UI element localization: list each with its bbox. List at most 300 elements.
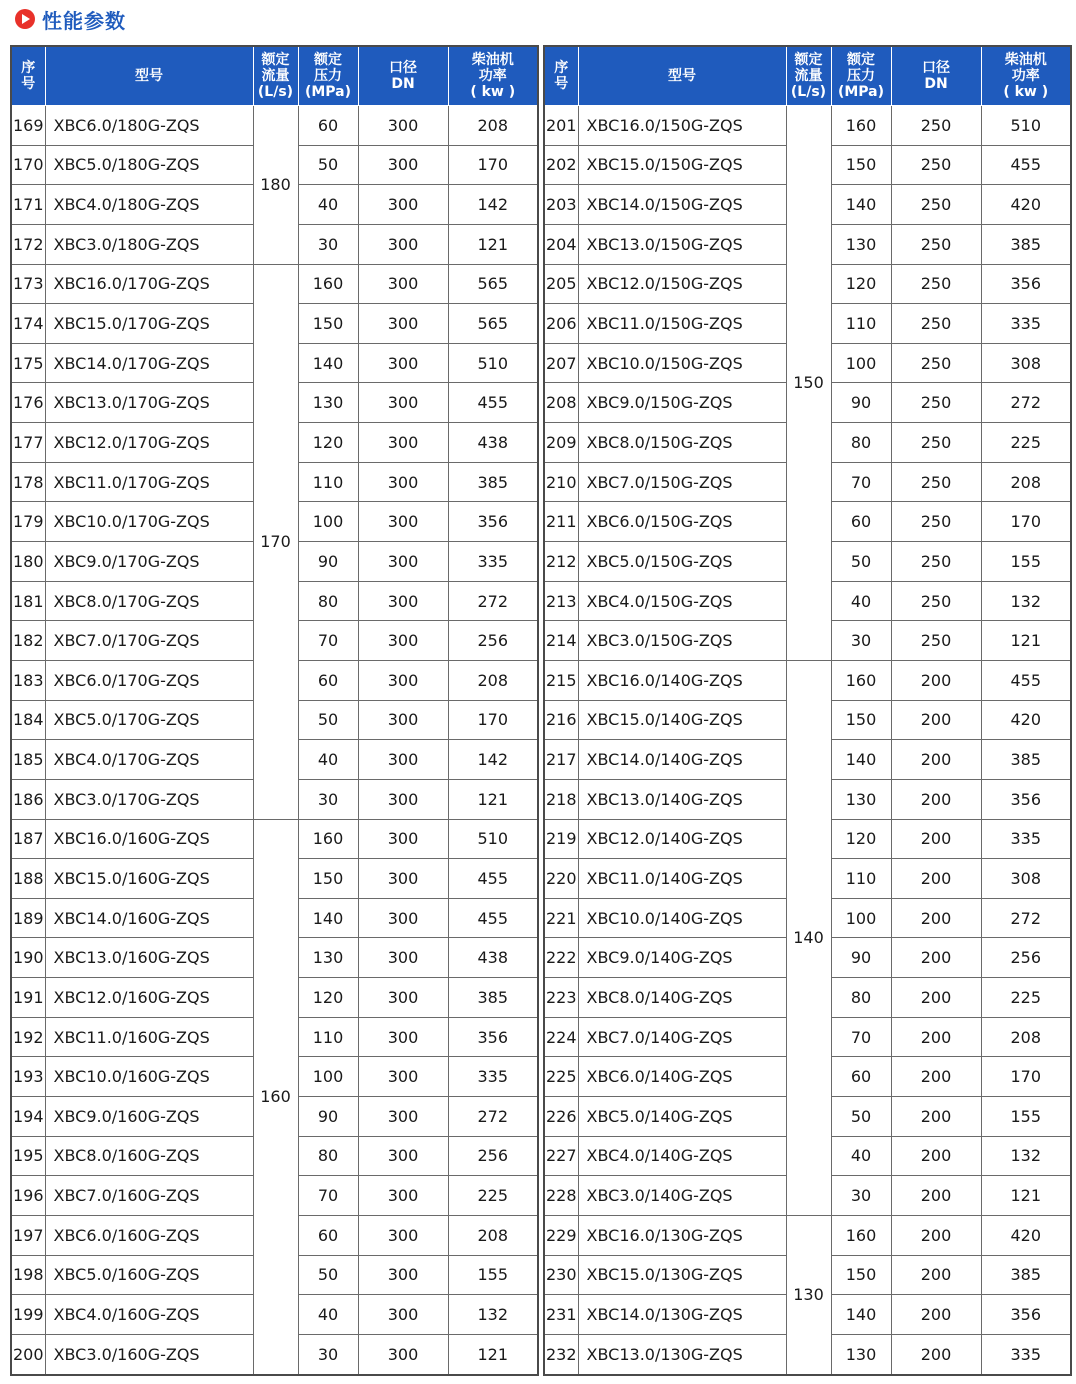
cell-dn: 300 [358,978,448,1018]
cell-no: 206 [544,304,578,344]
cell-model: XBC4.0/140G-ZQS [578,1136,786,1176]
cell-pressure: 70 [298,1176,358,1216]
cell-power: 256 [981,938,1071,978]
cell-no: 196 [11,1176,45,1216]
cell-no: 212 [544,542,578,582]
cell-power: 272 [448,581,538,621]
cell-dn: 300 [358,779,448,819]
cell-no: 177 [11,423,45,463]
cell-model: XBC14.0/130G-ZQS [578,1295,786,1335]
cell-model: XBC3.0/170G-ZQS [45,779,253,819]
cell-model: XBC16.0/130G-ZQS [578,1215,786,1255]
cell-model: XBC8.0/150G-ZQS [578,423,786,463]
cell-dn: 300 [358,1136,448,1176]
cell-pressure: 40 [298,1295,358,1335]
cell-no: 173 [11,264,45,304]
cell-model: XBC5.0/180G-ZQS [45,145,253,185]
cell-no: 182 [11,621,45,661]
cell-power: 256 [448,621,538,661]
header-power: 柴油机 功率 ( kw ) [448,46,538,106]
cell-no: 172 [11,224,45,264]
cell-pressure: 70 [831,462,891,502]
cell-dn: 300 [358,621,448,661]
cell-dn: 200 [891,660,981,700]
cell-model: XBC7.0/160G-ZQS [45,1176,253,1216]
cell-power: 170 [448,145,538,185]
cell-power: 308 [981,859,1071,899]
cell-no: 200 [11,1334,45,1374]
header-dn: 口径 DN [358,46,448,106]
cell-power: 121 [448,224,538,264]
cell-pressure: 150 [298,304,358,344]
cell-power: 170 [981,502,1071,542]
cell-model: XBC6.0/150G-ZQS [578,502,786,542]
cell-model: XBC12.0/140G-ZQS [578,819,786,859]
cell-model: XBC6.0/160G-ZQS [45,1215,253,1255]
cell-model: XBC14.0/160G-ZQS [45,898,253,938]
cell-dn: 300 [358,1295,448,1335]
cell-pressure: 80 [831,423,891,463]
cell-pressure: 90 [831,383,891,423]
cell-power: 455 [981,145,1071,185]
cell-power: 455 [448,383,538,423]
cell-model: XBC5.0/150G-ZQS [578,542,786,582]
cell-power: 420 [981,185,1071,225]
cell-no: 181 [11,581,45,621]
cell-no: 214 [544,621,578,661]
cell-power: 420 [981,1215,1071,1255]
cell-dn: 300 [358,106,448,146]
cell-pressure: 110 [831,304,891,344]
cell-model: XBC3.0/180G-ZQS [45,224,253,264]
cell-no: 230 [544,1255,578,1295]
header-flow: 额定 流量 (L/s) [786,46,831,106]
cell-power: 132 [448,1295,538,1335]
cell-model: XBC4.0/180G-ZQS [45,185,253,225]
cell-dn: 300 [358,740,448,780]
cell-dn: 300 [358,859,448,899]
cell-model: XBC15.0/150G-ZQS [578,145,786,185]
cell-model: XBC10.0/140G-ZQS [578,898,786,938]
cell-no: 189 [11,898,45,938]
cell-model: XBC11.0/150G-ZQS [578,304,786,344]
cell-flow: 170 [253,264,298,819]
header-no: 序 号 [11,46,45,106]
cell-dn: 300 [358,185,448,225]
cell-model: XBC12.0/160G-ZQS [45,978,253,1018]
cell-model: XBC16.0/170G-ZQS [45,264,253,304]
cell-pressure: 40 [831,581,891,621]
cell-power: 155 [981,1097,1071,1137]
cell-dn: 200 [891,1176,981,1216]
cell-dn: 300 [358,343,448,383]
cell-no: 201 [544,106,578,146]
cell-power: 356 [448,502,538,542]
cell-model: XBC14.0/140G-ZQS [578,740,786,780]
cell-model: XBC5.0/170G-ZQS [45,700,253,740]
cell-no: 224 [544,1017,578,1057]
cell-pressure: 100 [831,898,891,938]
cell-no: 183 [11,660,45,700]
cell-pressure: 150 [831,1255,891,1295]
cell-dn: 250 [891,423,981,463]
cell-power: 356 [981,1295,1071,1335]
cell-model: XBC4.0/150G-ZQS [578,581,786,621]
cell-dn: 250 [891,264,981,304]
cell-dn: 200 [891,1017,981,1057]
cell-power: 308 [981,343,1071,383]
cell-pressure: 30 [298,1334,358,1374]
cell-dn: 200 [891,1136,981,1176]
play-circle-icon [14,8,36,30]
cell-model: XBC16.0/160G-ZQS [45,819,253,859]
cell-no: 217 [544,740,578,780]
cell-model: XBC13.0/130G-ZQS [578,1334,786,1374]
cell-power: 272 [981,383,1071,423]
cell-pressure: 50 [298,700,358,740]
header-no: 序 号 [544,46,578,106]
cell-pressure: 160 [298,819,358,859]
cell-model: XBC8.0/140G-ZQS [578,978,786,1018]
cell-no: 193 [11,1057,45,1097]
cell-dn: 250 [891,185,981,225]
cell-no: 220 [544,859,578,899]
section-title [14,6,126,32]
cell-no: 231 [544,1295,578,1335]
cell-pressure: 30 [298,779,358,819]
cell-no: 219 [544,819,578,859]
header-model: 型号 [578,46,786,106]
table-row [544,106,1071,146]
cell-power: 510 [448,343,538,383]
cell-pressure: 140 [298,343,358,383]
cell-pressure: 130 [831,224,891,264]
cell-power: 225 [981,423,1071,463]
cell-model: XBC5.0/140G-ZQS [578,1097,786,1137]
cell-dn: 300 [358,1334,448,1374]
cell-pressure: 160 [831,106,891,146]
cell-power: 356 [448,1017,538,1057]
cell-no: 205 [544,264,578,304]
cell-pressure: 60 [298,660,358,700]
cell-dn: 300 [358,383,448,423]
header-flow: 额定 流量 (L/s) [253,46,298,106]
cell-power: 272 [981,898,1071,938]
cell-power: 132 [981,581,1071,621]
cell-no: 169 [11,106,45,146]
cell-no: 204 [544,224,578,264]
cell-power: 225 [981,978,1071,1018]
cell-flow: 160 [253,819,298,1374]
cell-pressure: 30 [298,224,358,264]
cell-no: 208 [544,383,578,423]
cell-power: 121 [448,779,538,819]
cell-no: 223 [544,978,578,1018]
cell-dn: 250 [891,383,981,423]
cell-no: 227 [544,1136,578,1176]
cell-power: 420 [981,700,1071,740]
cell-power: 142 [448,740,538,780]
cell-no: 221 [544,898,578,938]
cell-power: 565 [448,304,538,344]
cell-dn: 300 [358,660,448,700]
cell-pressure: 160 [831,660,891,700]
cell-model: XBC9.0/140G-ZQS [578,938,786,978]
cell-model: XBC6.0/140G-ZQS [578,1057,786,1097]
cell-model: XBC5.0/160G-ZQS [45,1255,253,1295]
cell-pressure: 150 [831,145,891,185]
cell-dn: 250 [891,581,981,621]
cell-model: XBC11.0/160G-ZQS [45,1017,253,1057]
cell-pressure: 120 [298,978,358,1018]
cell-dn: 250 [891,106,981,146]
cell-power: 385 [981,740,1071,780]
cell-pressure: 130 [831,779,891,819]
cell-pressure: 70 [831,1017,891,1057]
cell-dn: 300 [358,224,448,264]
header-power: 柴油机 功率 ( kw ) [981,46,1071,106]
cell-no: 178 [11,462,45,502]
cell-pressure: 100 [298,1057,358,1097]
table-body [544,106,1071,1375]
cell-no: 188 [11,859,45,899]
cell-dn: 300 [358,819,448,859]
cell-no: 187 [11,819,45,859]
cell-pressure: 50 [298,145,358,185]
cell-pressure: 80 [298,1136,358,1176]
cell-model: XBC7.0/140G-ZQS [578,1017,786,1057]
cell-no: 225 [544,1057,578,1097]
cell-model: XBC12.0/170G-ZQS [45,423,253,463]
cell-model: XBC7.0/150G-ZQS [578,462,786,502]
cell-pressure: 40 [831,1136,891,1176]
cell-no: 185 [11,740,45,780]
cell-no: 209 [544,423,578,463]
cell-pressure: 100 [298,502,358,542]
cell-no: 197 [11,1215,45,1255]
cell-power: 170 [981,1057,1071,1097]
cell-power: 170 [448,700,538,740]
cell-no: 175 [11,343,45,383]
cell-no: 216 [544,700,578,740]
cell-power: 121 [448,1334,538,1374]
table-row [11,106,538,146]
cell-power: 208 [981,462,1071,502]
cell-power: 335 [981,819,1071,859]
cell-no: 171 [11,185,45,225]
cell-no: 199 [11,1295,45,1335]
cell-model: XBC11.0/140G-ZQS [578,859,786,899]
cell-model: XBC16.0/140G-ZQS [578,660,786,700]
cell-model: XBC9.0/150G-ZQS [578,383,786,423]
cell-no: 179 [11,502,45,542]
cell-no: 191 [11,978,45,1018]
cell-power: 356 [981,264,1071,304]
cell-model: XBC8.0/170G-ZQS [45,581,253,621]
cell-dn: 200 [891,859,981,899]
cell-no: 207 [544,343,578,383]
cell-power: 510 [448,819,538,859]
cell-power: 335 [981,304,1071,344]
cell-pressure: 110 [298,462,358,502]
cell-model: XBC11.0/170G-ZQS [45,462,253,502]
cell-dn: 200 [891,700,981,740]
cell-model: XBC10.0/150G-ZQS [578,343,786,383]
cell-model: XBC15.0/140G-ZQS [578,700,786,740]
cell-power: 335 [981,1334,1071,1374]
cell-power: 142 [448,185,538,225]
cell-pressure: 100 [831,343,891,383]
cell-power: 385 [981,224,1071,264]
cell-power: 272 [448,1097,538,1137]
table-row [11,819,538,859]
table-body [11,106,538,1375]
cell-dn: 200 [891,1057,981,1097]
cell-dn: 200 [891,1334,981,1374]
cell-dn: 300 [358,423,448,463]
cell-model: XBC13.0/170G-ZQS [45,383,253,423]
cell-dn: 200 [891,1255,981,1295]
cell-flow: 150 [786,106,831,661]
cell-dn: 250 [891,224,981,264]
cell-dn: 300 [358,1097,448,1137]
table-row [11,264,538,304]
cell-pressure: 50 [831,542,891,582]
cell-model: XBC3.0/160G-ZQS [45,1334,253,1374]
cell-no: 192 [11,1017,45,1057]
cell-no: 195 [11,1136,45,1176]
cell-pressure: 60 [298,106,358,146]
cell-power: 385 [448,978,538,1018]
cell-power: 565 [448,264,538,304]
cell-power: 335 [448,1057,538,1097]
cell-power: 356 [981,779,1071,819]
cell-power: 438 [448,938,538,978]
cell-power: 438 [448,423,538,463]
cell-pressure: 150 [831,700,891,740]
cell-dn: 300 [358,1057,448,1097]
cell-dn: 300 [358,462,448,502]
table-row [544,1215,1071,1255]
cell-dn: 250 [891,502,981,542]
cell-model: XBC10.0/170G-ZQS [45,502,253,542]
cell-no: 232 [544,1334,578,1374]
cell-pressure: 30 [831,1176,891,1216]
cell-model: XBC16.0/150G-ZQS [578,106,786,146]
cell-model: XBC8.0/160G-ZQS [45,1136,253,1176]
cell-pressure: 80 [831,978,891,1018]
cell-model: XBC13.0/160G-ZQS [45,938,253,978]
cell-model: XBC3.0/140G-ZQS [578,1176,786,1216]
cell-pressure: 140 [298,898,358,938]
cell-dn: 200 [891,740,981,780]
cell-pressure: 160 [831,1215,891,1255]
cell-dn: 300 [358,264,448,304]
cell-model: XBC13.0/150G-ZQS [578,224,786,264]
cell-model: XBC7.0/170G-ZQS [45,621,253,661]
cell-no: 210 [544,462,578,502]
cell-dn: 200 [891,1097,981,1137]
cell-model: XBC13.0/140G-ZQS [578,779,786,819]
table-header-row [11,46,538,106]
cell-power: 121 [981,1176,1071,1216]
cell-power: 455 [448,859,538,899]
cell-no: 203 [544,185,578,225]
cell-dn: 300 [358,304,448,344]
cell-dn: 300 [358,581,448,621]
cell-model: XBC6.0/180G-ZQS [45,106,253,146]
spec-table-right [543,45,1072,1376]
cell-pressure: 140 [831,185,891,225]
cell-no: 226 [544,1097,578,1137]
cell-model: XBC15.0/160G-ZQS [45,859,253,899]
cell-pressure: 140 [831,1295,891,1335]
cell-no: 202 [544,145,578,185]
cell-no: 186 [11,779,45,819]
cell-pressure: 150 [298,859,358,899]
cell-flow: 130 [786,1215,831,1374]
cell-dn: 200 [891,819,981,859]
cell-no: 198 [11,1255,45,1295]
cell-dn: 250 [891,304,981,344]
cell-pressure: 50 [298,1255,358,1295]
cell-dn: 300 [358,1255,448,1295]
cell-power: 256 [448,1136,538,1176]
cell-dn: 300 [358,700,448,740]
spec-table-left [10,45,539,1376]
cell-power: 132 [981,1136,1071,1176]
cell-dn: 300 [358,1017,448,1057]
cell-no: 228 [544,1176,578,1216]
cell-pressure: 60 [298,1215,358,1255]
cell-flow: 180 [253,106,298,265]
cell-model: XBC14.0/170G-ZQS [45,343,253,383]
cell-power: 335 [448,542,538,582]
cell-no: 180 [11,542,45,582]
cell-model: XBC15.0/130G-ZQS [578,1255,786,1295]
cell-dn: 250 [891,621,981,661]
cell-dn: 300 [358,145,448,185]
cell-pressure: 110 [831,859,891,899]
cell-pressure: 120 [831,264,891,304]
cell-model: XBC4.0/160G-ZQS [45,1295,253,1335]
cell-no: 170 [11,145,45,185]
cell-power: 225 [448,1176,538,1216]
cell-pressure: 160 [298,264,358,304]
cell-pressure: 40 [298,740,358,780]
cell-dn: 200 [891,779,981,819]
cell-dn: 200 [891,1215,981,1255]
cell-pressure: 60 [831,502,891,542]
cell-pressure: 70 [298,621,358,661]
header-pressure: 额定 压力 (MPa) [831,46,891,106]
cell-model: XBC3.0/150G-ZQS [578,621,786,661]
cell-pressure: 130 [298,938,358,978]
cell-dn: 200 [891,1295,981,1335]
cell-no: 190 [11,938,45,978]
cell-pressure: 140 [831,740,891,780]
cell-model: XBC6.0/170G-ZQS [45,660,253,700]
cell-pressure: 90 [831,938,891,978]
cell-no: 176 [11,383,45,423]
cell-no: 215 [544,660,578,700]
header-pressure: 额定 压力 (MPa) [298,46,358,106]
cell-dn: 250 [891,343,981,383]
cell-no: 218 [544,779,578,819]
cell-dn: 250 [891,145,981,185]
cell-power: 455 [981,660,1071,700]
cell-no: 229 [544,1215,578,1255]
